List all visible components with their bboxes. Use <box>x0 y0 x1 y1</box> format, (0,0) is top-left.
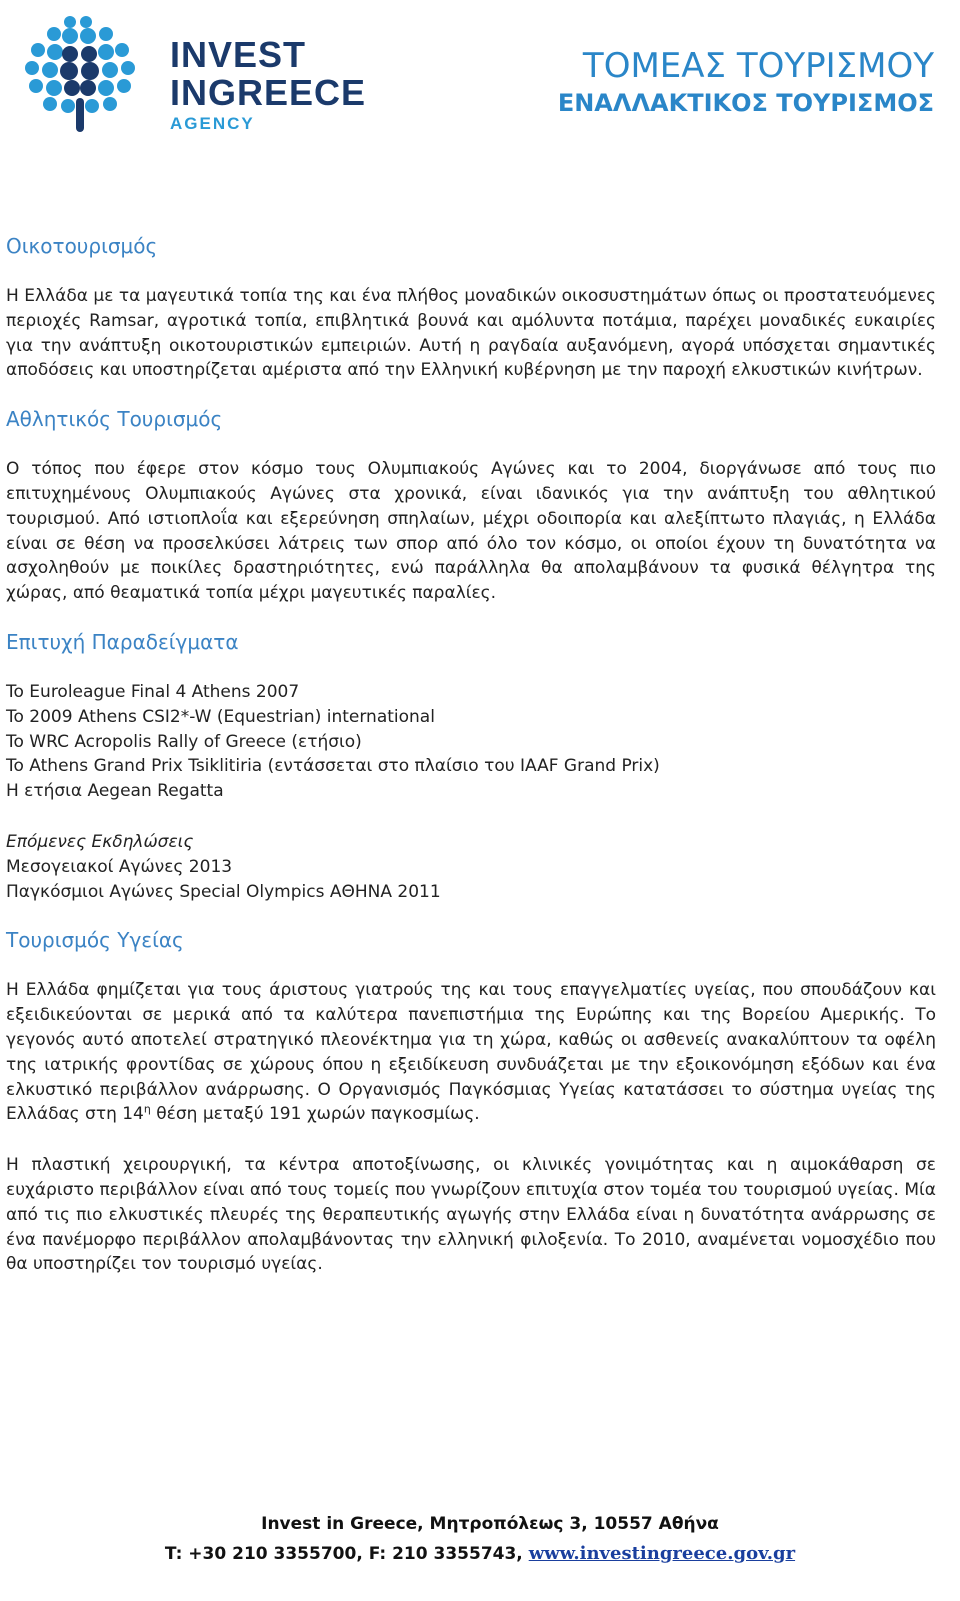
logo-line-invest: INVEST <box>170 34 307 75</box>
upcoming-events <box>6 830 936 904</box>
list-item: To 2009 Athens CSI2*-W (Equestrian) international <box>6 706 435 727</box>
upcoming-events-label: Επόμενες Εκδηλώσεις <box>6 831 194 852</box>
dot-grid-icon <box>22 14 142 138</box>
footer-website-link[interactable]: www.investingreece.gov.gr <box>528 1543 796 1564</box>
paragraph-ecotourism: Η Ελλάδα με τα μαγευτικά τοπία της και ένα πλήθος μοναδικών οικοσυστημάτων όπως οι προστατευόμενες περιοχές Ramsar, αγροτικά τοπία, επιβλητικά βουνά και αμόλυντα ποτάμια, παρέχει μοναδικές ευκαιρίες για την ανάπτυξη οικοτουριστικών εμπειριών. Αυτή η ραγδαία αυξανόμενη, αγορά υπόσχεται σημαντικές αποδόσεις και υποστηρίζεται αμέριστα από την Ελληνική κυβέρνηση με την παροχή ελκυστικών κινήτρων. <box>6 286 936 381</box>
list-item: Μεσογειακοί Αγώνες 2013 <box>6 856 233 877</box>
list-item: Παγκόσμιοι Αγώνες Special Olympics ΑΘΗΝΑ 2011 <box>6 881 441 902</box>
footer-address: Invest in Greece, Μητροπόλεως 3, 10557 Αθήνα <box>261 1514 719 1534</box>
heading-success-examples: Επιτυχή Παραδείγματα <box>6 629 239 654</box>
list-item: To WRC Acropolis Rally of Greece (ετήσιο) <box>6 731 362 752</box>
list-item: Η ετήσια Aegean Regatta <box>6 781 224 802</box>
page-title: ΤΟΜΕΑΣ ΤΟΥΡΙΣΜΟΥ <box>582 46 934 86</box>
ordinal-superscript: η <box>143 1102 151 1116</box>
header-title-block <box>558 46 934 120</box>
health-text-part-a: Η Ελλάδα φημίζεται για τους άριστους γιατρούς της και τους επαγγελματίες υγείας, που σπουδάζουν και εξειδικεύονται σε μερικά από τα καλύτερα πανεπιστήμια της Ευρώπης και της Βορείου Αμερικής. Το γεγονός αυτό αποτελεί στρατηγικό πλεονέκτημα για τη χώρα, καθώς οι ασθενείς ανακαλύπτουν τα οφέλη της ιατρικής φροντίδας σε χώρους όπου η εξειδίκευση συνδυάζεται με την εξοικονόμηση εξόδων και ένα ελκυστικό περιβάλλον ανάρρωσης. Ο Οργανισμός Παγκόσμιας Υγείας κατατάσσει το σύστημα υγείας της Ελλάδας στη 14 <box>6 980 936 1125</box>
footer-contact <box>0 1538 960 1570</box>
invest-in-greece-logo <box>22 14 367 138</box>
footer <box>0 1510 960 1570</box>
list-item: To Euroleague Final 4 Athens 2007 <box>6 681 300 702</box>
page-subtitle: ΕΝΑΛΛΑΚΤΙΚΟΣ ΤΟΥΡΙΣΜΟΣ <box>557 89 934 117</box>
health-text-part-b: θέση μεταξύ 191 χωρών παγκοσμίως. <box>150 1104 480 1125</box>
logo-line-agency: AGENCY <box>170 114 255 133</box>
paragraph-health-tourism-1 <box>6 978 936 1127</box>
heading-ecotourism: Οικοτουρισμός <box>6 234 158 258</box>
success-examples-list <box>6 680 936 804</box>
logo-line-ingreece: INGREECE <box>170 72 367 113</box>
list-item: To Athens Grand Prix Tsiklitiria (εντάσσεται στο πλαίσιο του IAAF Grand Prix) <box>6 756 660 777</box>
heading-sports-tourism: Αθλητικός Τουρισμός <box>6 407 223 432</box>
paragraph-sports-tourism: Ο τόπος που έφερε στον κόσμο τους Ολυμπιακούς Αγώνες και το 2004, διοργάνωσε από τους πιο επιτυχημένους Ολυμπιακούς Αγώνες στα χρονικά, είναι ιδανικός για την ανάπτυξη του αθλητικού τουρισμού. Από ιστιοπλοΐα και εξερεύνηση σπηλαίων, μέχρι οδοιπορία και αλεξίπτωτο πλαγιάς, η Ελλάδα είναι σε θέση να προσελκύσει λάτρεις των σπορ από όλο τον κόσμο, οι οποίοι έχουν τη δυνατότητα να ασχοληθούν με ποικίλες δραστηριότητες, ενώ παράλληλα θα απολαμβάνουν τα φυσικά θέλγητρα της χώρας, από θεαματικά τοπία μέχρι μαγευτικές παραλίες. <box>6 459 936 604</box>
footer-phones: T: +30 210 3355700, F: 210 3355743, <box>164 1544 529 1564</box>
paragraph-health-tourism-2: Η πλαστική χειρουργική, τα κέντρα αποτοξίνωσης, οι κλινικές γονιμότητας και η αιμοκάθαρση σε ευχάριστο περιβάλλον είναι από τους τομείς που γνωρίζουν επιτυχία στον τομέα του τουρισμού υγείας. Μία από τις πιο ελκυστικές πλευρές της θεραπευτικής αγωγής στην Ελλάδα είναι η δυνατότητα ανάρρωσης σε ένα πανέμορφο περιβάλλον απολαμβάνοντας την ελληνική φιλοξενία. Το 2010, αναμένεται νομοσχέδιο που θα υποστηρίζει τον τουρισμό υγείας. <box>6 1155 936 1275</box>
document-body <box>6 232 936 1277</box>
heading-health-tourism: Τουρισμός Υγείας <box>6 928 184 953</box>
